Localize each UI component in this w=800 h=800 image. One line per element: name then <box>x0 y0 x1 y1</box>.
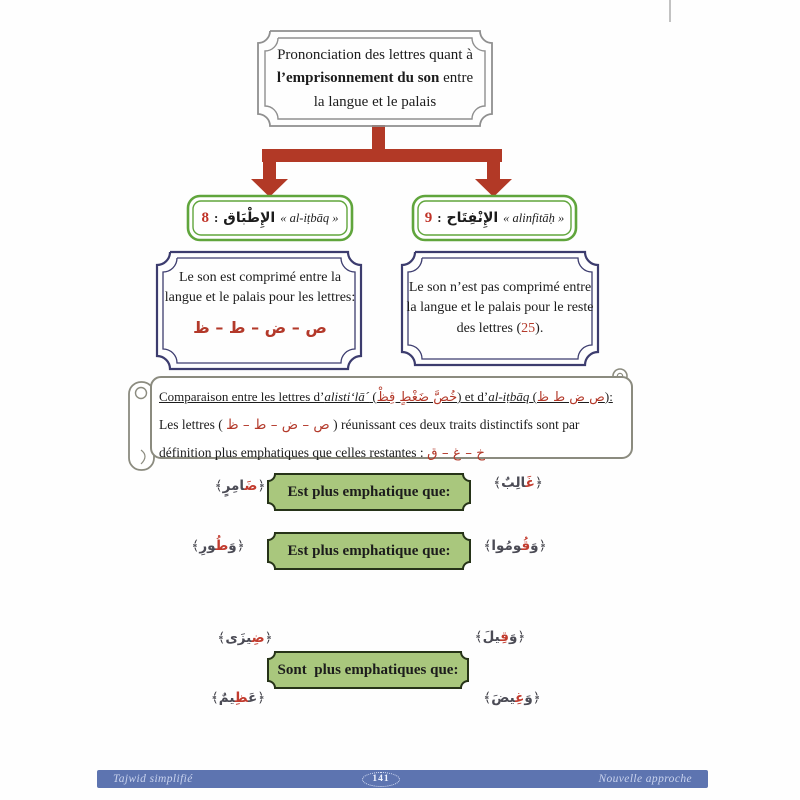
ornate-close-bracket: ﴾ <box>217 630 226 645</box>
rule-left-text: Le son est comprimé entre la langue et le palais pour les lettres: <box>164 270 356 306</box>
ornate-open-bracket: ﴿ <box>236 538 245 553</box>
ornate-close-bracket: ﴾ <box>214 478 223 493</box>
istila-mnemonic-arabic: خُصَّ ضَغْطٍ قِظْ <box>376 390 458 405</box>
title-box <box>258 44 492 114</box>
branch-8-number: 8 <box>201 209 209 226</box>
down-arrow-left <box>251 160 288 197</box>
rule-left-letters: ص – ض – ط – ظ <box>193 317 327 337</box>
ornate-close-bracket: ﴾ <box>493 475 502 490</box>
itbaq-letters-arabic: ص ض ط ظ <box>536 390 605 405</box>
translit-istila: alisti‘lā´ <box>324 389 370 404</box>
rule-right-box: Le son n’est pas comprimé entre la langue et le palais pour le reste des lettres (25). <box>406 280 594 336</box>
footer-bar <box>97 770 708 788</box>
quran-word-dizaa: ﴿ضِيزَى﴾ <box>217 630 273 646</box>
quran-word-waghida: ﴿وَغِيضَ﴾ <box>483 690 541 706</box>
quran-word-damir: ﴿ضَامِرٍ﴾ <box>214 478 266 494</box>
quran-word-azim: ﴿عَظِيمٌ﴾ <box>210 690 266 706</box>
quran-word-waqumu: ﴿وَقُومُوا﴾ <box>483 538 547 554</box>
rule-left-box <box>164 268 356 339</box>
ornate-close-bracket: ﴾ <box>191 538 200 553</box>
footer-book-title: Tajwid simplifié <box>113 773 193 785</box>
comparison-scroll <box>159 383 629 467</box>
emphasis-bar-1: Est plus emphatique que: <box>287 483 451 500</box>
ornate-open-bracket: ﴿ <box>257 690 266 705</box>
ornate-open-bracket: ﴿ <box>532 690 541 705</box>
quran-word-ghalib: ﴿غَالِبٌ﴾ <box>493 475 543 491</box>
ornate-close-bracket: ﴾ <box>483 538 492 553</box>
quran-word-waqila: ﴿وَقِيلَ﴾ <box>474 629 526 645</box>
shared-letters-arabic: ص – ض – ط – ظ <box>226 417 330 433</box>
branch-9-box: 9 : الإِنْفِتَاح « alinfitāḥ » <box>424 209 565 226</box>
comparison-body-line-2: définition plus emphatiques que celles restantes : خ – غ – ق <box>159 445 485 461</box>
branch-9-arabic: الإِنْفِتَاح <box>446 210 499 226</box>
branch-8-box: 8 : الإِطْبَاق « al-iṭbāq » <box>201 209 339 226</box>
title-line-1: Prononciation des lettres quant à <box>277 47 473 63</box>
emphasis-bar-2: Est plus emphatique que: <box>287 542 451 559</box>
connector-crossbar <box>262 149 502 162</box>
remaining-letters-arabic: خ – غ – ق <box>427 445 485 461</box>
ornate-open-bracket: ﴿ <box>517 629 526 644</box>
translit-itbaq: al-iṭbāq <box>488 389 530 404</box>
quran-word-watur: ﴿وَطُورِ﴾ <box>191 538 245 554</box>
rule-right-count: 25 <box>521 320 536 336</box>
branch-9-translit: « alinfitāḥ » <box>503 210 565 225</box>
ornate-open-bracket: ﴿ <box>264 630 273 645</box>
flow-connector <box>251 125 512 197</box>
ornate-close-bracket: ﴾ <box>474 629 483 644</box>
ornate-open-bracket: ﴿ <box>257 478 266 493</box>
page-number-badge: 141 <box>362 772 400 787</box>
title-line-3: la langue et le palais <box>313 93 437 110</box>
ornate-open-bracket: ﴿ <box>538 538 547 553</box>
comparison-heading: Comparaison entre les lettres d’alisti‘lā´ (خُصَّ ضَغْطٍ قِظْ) et d’al-iṭbāq (ص ض ط ظ): <box>159 389 613 405</box>
connector-stem <box>372 125 385 153</box>
emphasis-bar-3: Sont plus emphatiques que: <box>277 661 459 678</box>
branch-9-number: 9 <box>424 209 433 226</box>
branch-8-translit: « al-iṭbāq » <box>280 210 339 225</box>
title-line-2: l’emprisonnement du son entre <box>276 70 474 87</box>
footer-subtitle: Nouvelle approche <box>598 773 692 785</box>
branch-8-arabic: الإِطْبَاق <box>223 210 276 226</box>
ornate-open-bracket: ﴿ <box>534 475 543 490</box>
ornate-close-bracket: ﴾ <box>483 690 492 705</box>
down-arrow-right <box>475 160 512 197</box>
ornate-close-bracket: ﴾ <box>210 690 219 705</box>
comparison-body-line-1: Les lettres ( ص – ض – ط – ظ ) réunissant ces deux traits distinctifs sont par <box>159 417 580 433</box>
page-edge-line <box>669 0 671 22</box>
title-bold-phrase: l’emprisonnement du son <box>276 70 440 87</box>
